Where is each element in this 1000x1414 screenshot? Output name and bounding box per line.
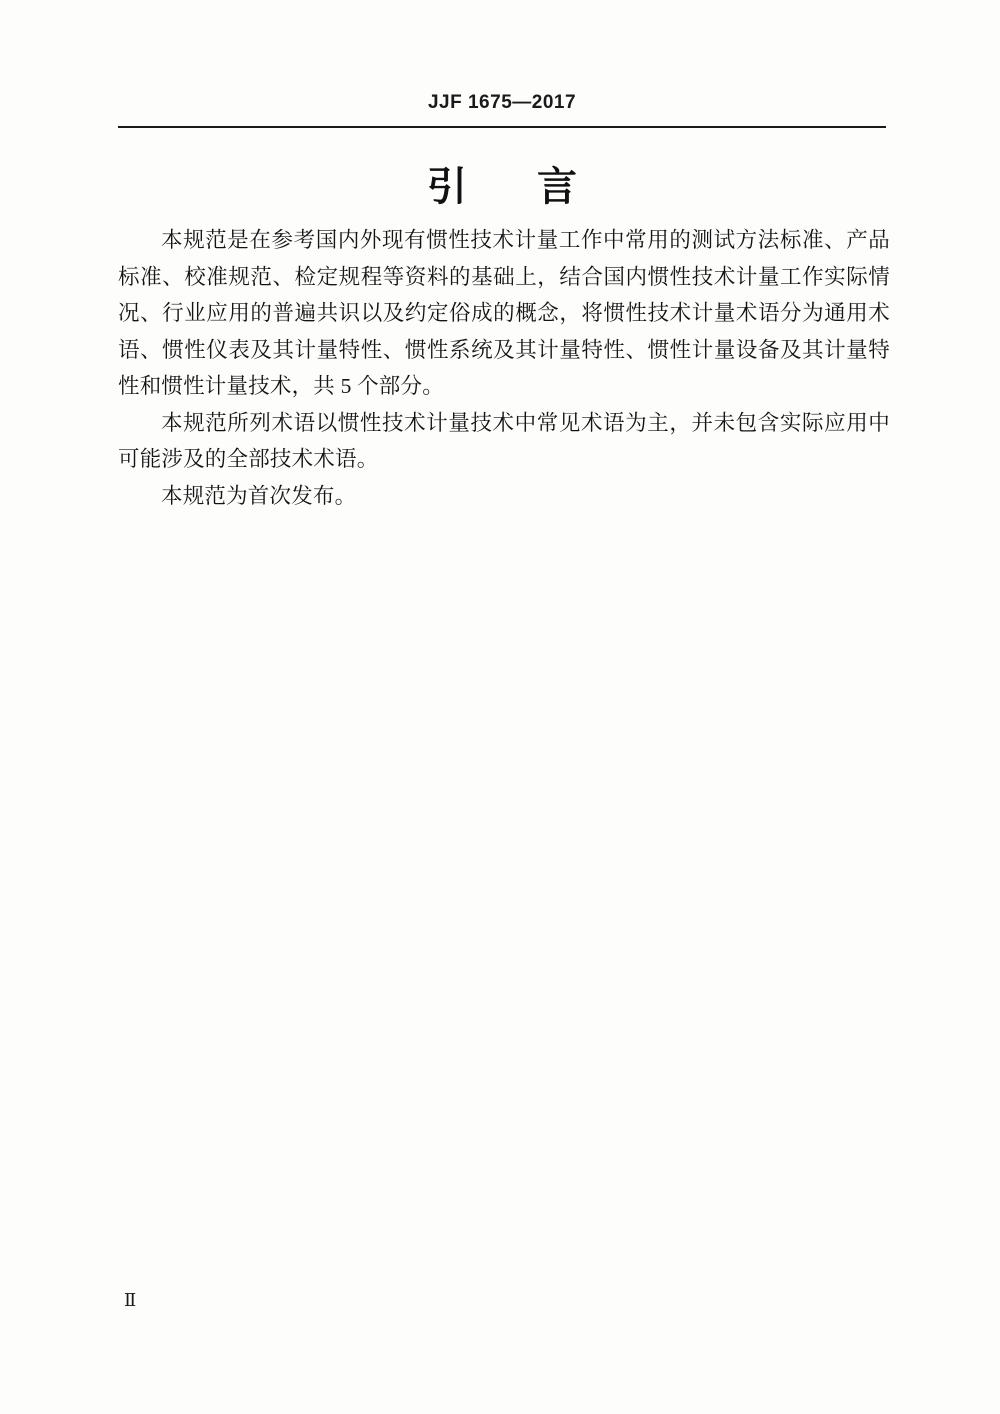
paragraph: 本规范为首次发布。 (161, 483, 357, 508)
paragraph: 本规范所列术语以惯性技术计量技术中常见术语为主，并未包含实际应用中可能涉及的全部技术术语。 (118, 410, 890, 471)
page-header (118, 92, 886, 114)
header-divider (118, 126, 886, 128)
page-title: 引 言 (427, 163, 605, 210)
standard-number: JJF 1675—2017 (427, 92, 577, 113)
page-number: Ⅱ (124, 1290, 137, 1310)
body-content (118, 222, 890, 514)
paragraph: 本规范是在参考国内外现有惯性技术计量工作中常用的测试方法标准、产品标准、校准规范、检定规程等资料的基础上，结合国内惯性技术计量工作实际情况、行业应用的普遍共识以及约定俗成的概念，将惯性技术计量术语分为通用术语、惯性仪表及其计量特性、惯性系统及其计量特性、惯性计量设备及其计量特性和惯性计量技术，共 5 个部分。 (118, 228, 890, 398)
